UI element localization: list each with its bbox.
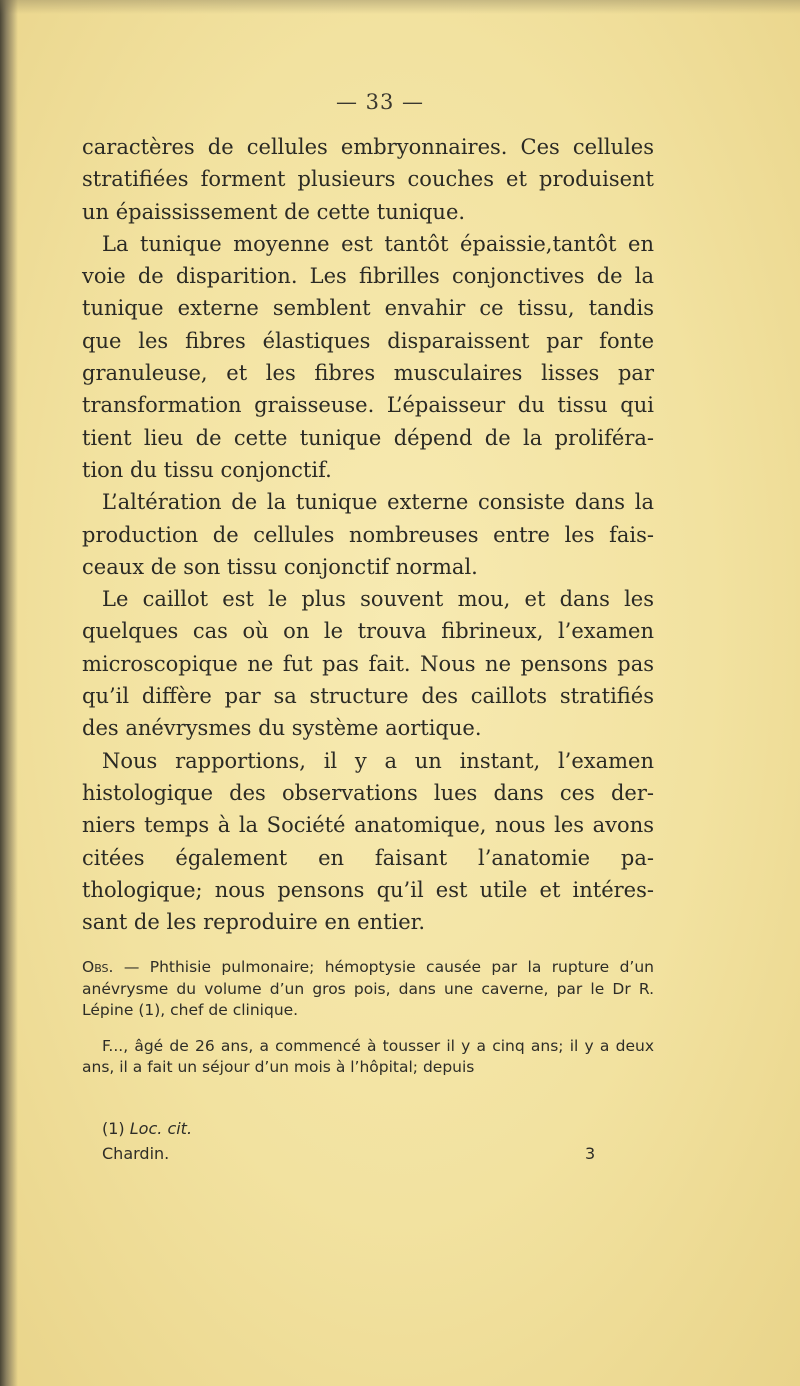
signature-author: Chardin. bbox=[102, 1144, 170, 1163]
observation-block bbox=[82, 957, 654, 1093]
signature-line bbox=[102, 1142, 602, 1166]
footnote-text: Loc. cit. bbox=[129, 1119, 193, 1138]
top-edge bbox=[0, 0, 800, 14]
page-number: — 33 — bbox=[335, 90, 425, 114]
paragraph: L’altération de la tunique externe consiste dans la production de cellules nombreuses entre les fais- ceaux de son tissu conjonctif normal. bbox=[82, 490, 654, 579]
paragraph: caractères de cellules embryonnaires. Ces cellules stratifiées forment plusieurs couches et produisent un épaississement de cette tunique. bbox=[82, 135, 654, 224]
footnote bbox=[102, 1117, 192, 1141]
signature-sheet-number: 3 bbox=[585, 1144, 596, 1163]
observation-text: — Phthisie pulmonaire; hémoptysie causée par la rupture d’un anévrysme du volume d’un gros pois, dans une caverne, par le Dr R. Lépine (1), chef de clinique. bbox=[82, 958, 654, 1019]
observation-heading bbox=[82, 957, 654, 1022]
paragraph: La tunique moyenne est tantôt épaissie,tantôt en voie de disparition. Les fibrilles conjonctives de la tunique externe semblent envahir ce tissu, tandis que les fibres élastiques disparaissent par fonte granuleuse, et les fibres musculaires lisses par transformation graisseuse. L’épaisseur du tissu qui tient lieu de cette tunique dépend de la proliféra- tion du tissu conjonctif. bbox=[82, 231, 654, 482]
footnote-marker: (1) bbox=[102, 1119, 125, 1138]
paragraph: Le caillot est le plus souvent mou, et dans les quelques cas où on le trouva fibrineux, l’examen microscopique ne fut pas fait. Nous ne pensons pas qu’il diffère par sa structure des caillots stratifiés des anévrysmes du système aortique. bbox=[82, 587, 654, 741]
body-text bbox=[82, 131, 654, 938]
paragraph: Nous rapportions, il y a un instant, l’examen histologique des observations lues dans ces der- niers temps à la Société anatomique, nous les avons citées également en faisant l’anatomie pa- thologique; nous pensons qu’il est utile et intéres- sant de les reproduire en entier. bbox=[82, 748, 654, 935]
observation-case: F..., âgé de 26 ans, a commencé à tousser il y a cinq ans; il y a deux ans, il a fait un séjour d’un mois à l’hôpital; depuis bbox=[82, 1036, 654, 1076]
binding-shadow bbox=[0, 0, 18, 1386]
observation-label: Obs. bbox=[82, 958, 114, 976]
